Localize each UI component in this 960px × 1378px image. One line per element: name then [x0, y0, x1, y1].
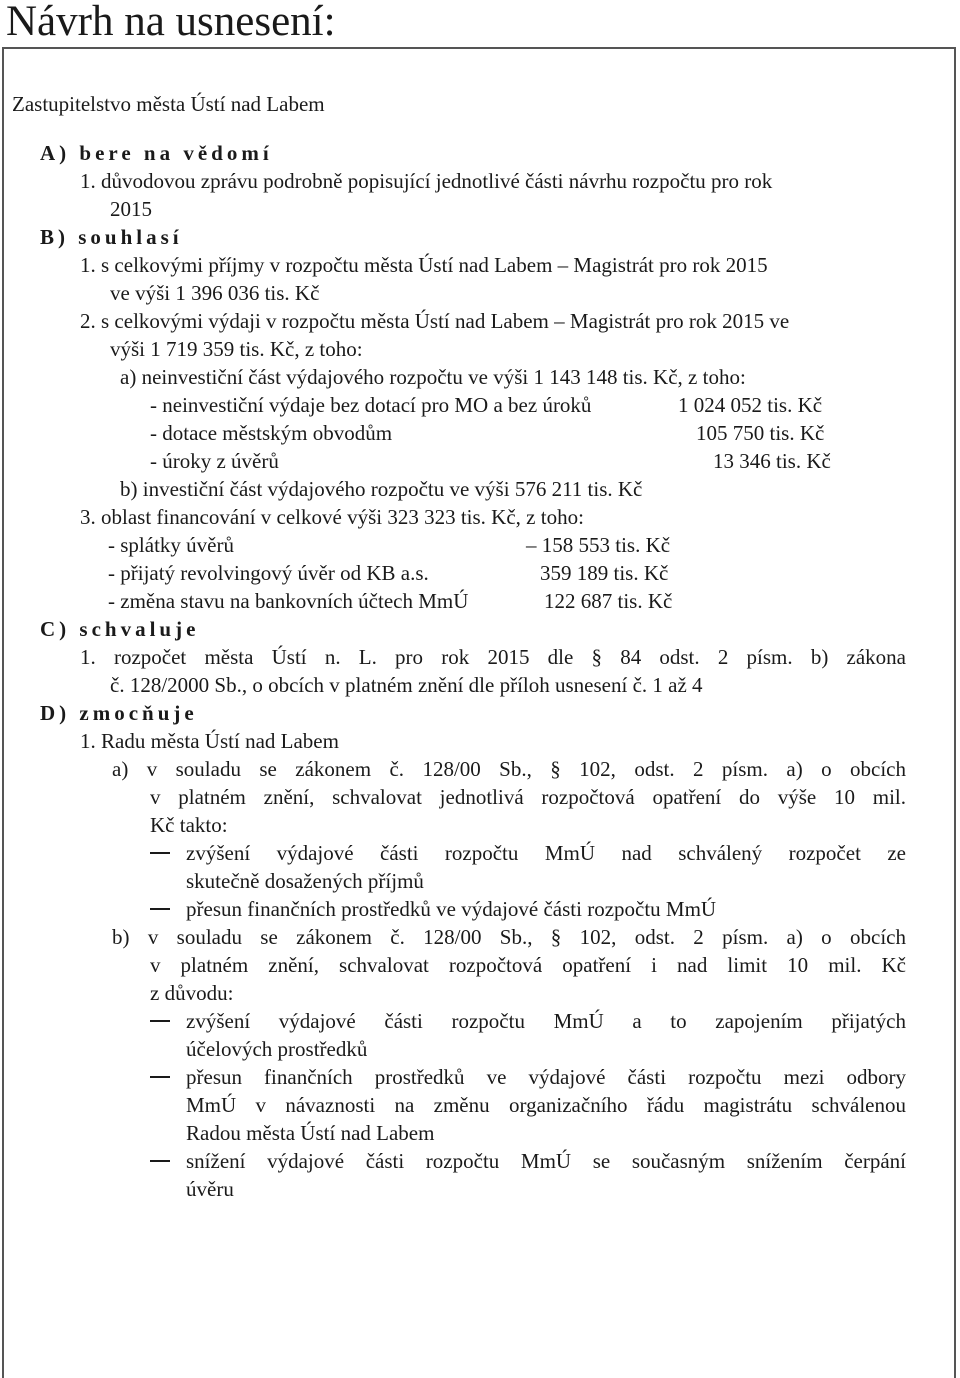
section-b-item-2: výši 1 719 359 tis. Kč, z toho:	[110, 337, 363, 361]
section-d-b-line: z důvodu:	[150, 981, 234, 1005]
section-a-item: 2015	[110, 197, 152, 221]
section-a-label: A) bere na vědomí	[40, 141, 273, 165]
bullet-text: přesun finančních prostředků ve výdajové části rozpočtu mezi odbory	[186, 1065, 906, 1089]
section-c-item-1: 1. rozpočet města Ústí n. L. pro rok 2015 dle § 84 odst. 2 písm. b) zákona	[80, 645, 906, 669]
bullet-text: skutečně dosažených příjmů	[186, 869, 424, 893]
financing-line-label: - splátky úvěrů	[108, 533, 234, 557]
budget-line-value: 1 024 052 tis. Kč	[678, 393, 823, 417]
section-d-a-line: Kč takto:	[150, 813, 228, 837]
financing-line-value: – 158 553 tis. Kč	[526, 533, 671, 557]
section-b-item-2: 2. s celkovými výdaji v rozpočtu města Ústí nad Labem – Magistrát pro rok 2015 ve	[80, 309, 790, 333]
section-b-item-1: ve výši 1 396 036 tis. Kč	[110, 281, 320, 305]
dash-bullet	[150, 852, 170, 854]
bullet-text: zvýšení výdajové části rozpočtu MmÚ a to zapojením přijatých	[186, 1009, 906, 1033]
financing-line-label: - přijatý revolvingový úvěr od KB a.s.	[108, 561, 429, 585]
financing-line-label: - změna stavu na bankovních účtech MmÚ	[108, 589, 469, 613]
section-c-label: C) schvaluje	[40, 617, 200, 641]
dash-bullet	[150, 908, 170, 910]
bullet-text: úvěru	[186, 1177, 234, 1201]
section-b-item-3: 3. oblast financování v celkové výši 323 323 tis. Kč, z toho:	[80, 505, 584, 529]
section-d-b-line: b) v souladu se zákonem č. 128/00 Sb., § 102, odst. 2 písm. a) o obcích	[112, 925, 906, 949]
bullet-text: Radou města Ústí nad Labem	[186, 1121, 435, 1145]
financing-line-value: 122 687 tis. Kč	[544, 589, 673, 613]
section-b-item-1: 1. s celkovými příjmy v rozpočtu města Ústí nad Labem – Magistrát pro rok 2015	[80, 253, 768, 277]
section-a-item: 1. důvodovou zprávu podrobně popisující jednotlivé části návrhu rozpočtu pro rok	[80, 169, 773, 193]
bullet-text: MmÚ v návaznosti na změnu organizačního řádu magistrátu schválenou	[186, 1093, 906, 1117]
dash-bullet	[150, 1076, 170, 1078]
council-name: Zastupitelstvo města Ústí nad Labem	[12, 92, 325, 116]
section-d-label: D) zmocňuje	[40, 701, 198, 725]
section-b-label: B) souhlasí	[40, 225, 183, 249]
budget-line-label: - neinvestiční výdaje bez dotací pro MO a bez úroků	[150, 393, 592, 417]
bullet-text: přesun finančních prostředků ve výdajové části rozpočtu MmÚ	[186, 897, 717, 921]
dash-bullet	[150, 1160, 170, 1162]
section-d-a-line: v platném znění, schvalovat jednotlivá rozpočtová opatření do výše 10 mil.	[150, 785, 906, 809]
budget-line-label: - úroky z úvěrů	[150, 449, 279, 473]
bullet-text: účelových prostředků	[186, 1037, 368, 1061]
budget-line-label: - dotace městským obvodům	[150, 421, 393, 445]
section-d-a-line: a) v souladu se zákonem č. 128/00 Sb., § 102, odst. 2 písm. a) o obcích	[112, 757, 906, 781]
section-d-item-1: 1. Radu města Ústí nad Labem	[80, 729, 339, 753]
financing-line-value: 359 189 tis. Kč	[540, 561, 669, 585]
bullet-text: zvýšení výdajové části rozpočtu MmÚ nad schválený rozpočet ze	[186, 841, 906, 865]
budget-line-value: 105 750 tis. Kč	[696, 421, 825, 445]
section-c-item-1: č. 128/2000 Sb., o obcích v platném znění dle příloh usnesení č. 1 až 4	[110, 673, 703, 697]
section-d-b-line: v platném znění, schvalovat rozpočtová opatření i nad limit 10 mil. Kč	[150, 953, 906, 977]
section-b-item-2b: b) investiční část výdajového rozpočtu ve výši 576 211 tis. Kč	[120, 477, 643, 501]
budget-line-value: 13 346 tis. Kč	[713, 449, 831, 473]
bullet-text: snížení výdajové části rozpočtu MmÚ se současným snížením čerpání	[186, 1149, 906, 1173]
section-b-item-2a: a) neinvestiční část výdajového rozpočtu ve výši 1 143 148 tis. Kč, z toho:	[120, 365, 746, 389]
dash-bullet	[150, 1020, 170, 1022]
page-title: Návrh na usnesení:	[6, 0, 336, 45]
